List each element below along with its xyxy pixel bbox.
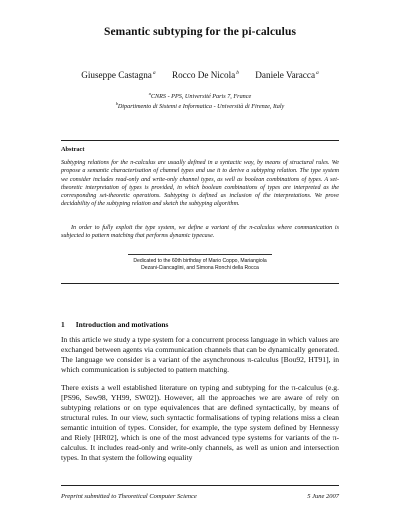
author-name: Rocco De Nicola — [171, 70, 236, 80]
author — [81, 70, 155, 80]
author-mark: b — [236, 70, 239, 76]
author-mark: a — [152, 70, 156, 76]
abstract-heading: Abstract — [61, 146, 85, 153]
body-paragraph: In this article we study a type system for a concurrent process language in which values are exchanged between agents via communication channels that can be dynamically generated. The language we consider is a variant of the asynchronous π-calculus [Bou92, HT91], in which communication is subjected to pattern matching. — [61, 335, 339, 374]
affiliation-text: Dipartimento di Sistemi e Informatica - Università di Firenze, Italy — [117, 103, 285, 110]
abstract-top-rule — [61, 140, 339, 141]
affiliation-mark: a — [148, 91, 151, 96]
paper-title: Semantic subtyping for the pi-calculus — [103, 26, 297, 38]
abstract-paragraph: Subtyping relations for the π-calculus are usually defined in a syntactic way, by means of structural rules. We propose a semantic characterisation of channel types and use it to derive a subtyping relation. The type system we consider includes read-only and write-only channel types, as well as boolean combinations of types. A set-theoretic interpretation of types is provided, in which boolean combinations of types are interpreted as the corresponding set-theoretic operations. Subtyping is defined as inclusion of the interpretations. We prove decidability of the subtyping relation and sketch the subtyping algorithm. — [61, 160, 339, 208]
body-paragraph: There exists a well established literature on typing and subtyping for the π-calculus (e.g. [PS96, Sew98, YH99, SW02]). However, all the approaches we are aware of rely on subtyping relations or on type equivalences that are defined syntactically, by means of structural rules. In our view, such syntactic formalisations of typing relations miss a clean semantic intuition of types. Consider, for example, the type system defined by Hennessy and Riely [HR02], which is one of the most advanced type systems for variants of the π-calculus. It includes read-only and write-only channels, as well as union and intersection types. In that system the following equality — [61, 383, 339, 462]
author — [172, 70, 239, 80]
footer-note: Preprint submitted to Theoretical Computer Science — [61, 493, 197, 500]
footer-date: 5 June 2007 — [307, 493, 339, 500]
affiliation-text: CNRS - PPS, Université Paris 7, France — [150, 93, 252, 100]
affiliation — [0, 91, 400, 100]
page-footer — [61, 485, 339, 500]
section-title: Introduction and motivations — [75, 320, 169, 329]
author — [255, 70, 319, 80]
section-number: 1 — [61, 320, 65, 329]
affiliation-mark: b — [115, 101, 118, 106]
section-heading — [61, 320, 168, 329]
dedication: Dedicated to the 60th birthday of Mario Coppo, Mariangiola Dezani-Ciancaglini, and Simona Ronchi della Rocca — [128, 254, 272, 272]
author-mark: a — [316, 70, 319, 76]
abstract-bottom-rule — [61, 283, 339, 284]
affiliation — [0, 101, 400, 110]
abstract-paragraph: In order to fully exploit the type system, we define a variant of the π-calculus where communication is subjected to pattern matching that performs dynamic typecase. — [61, 225, 339, 240]
author-list — [0, 70, 400, 80]
author-name: Giuseppe Castagna — [81, 70, 152, 80]
author-name: Daniele Varacca — [255, 70, 316, 80]
